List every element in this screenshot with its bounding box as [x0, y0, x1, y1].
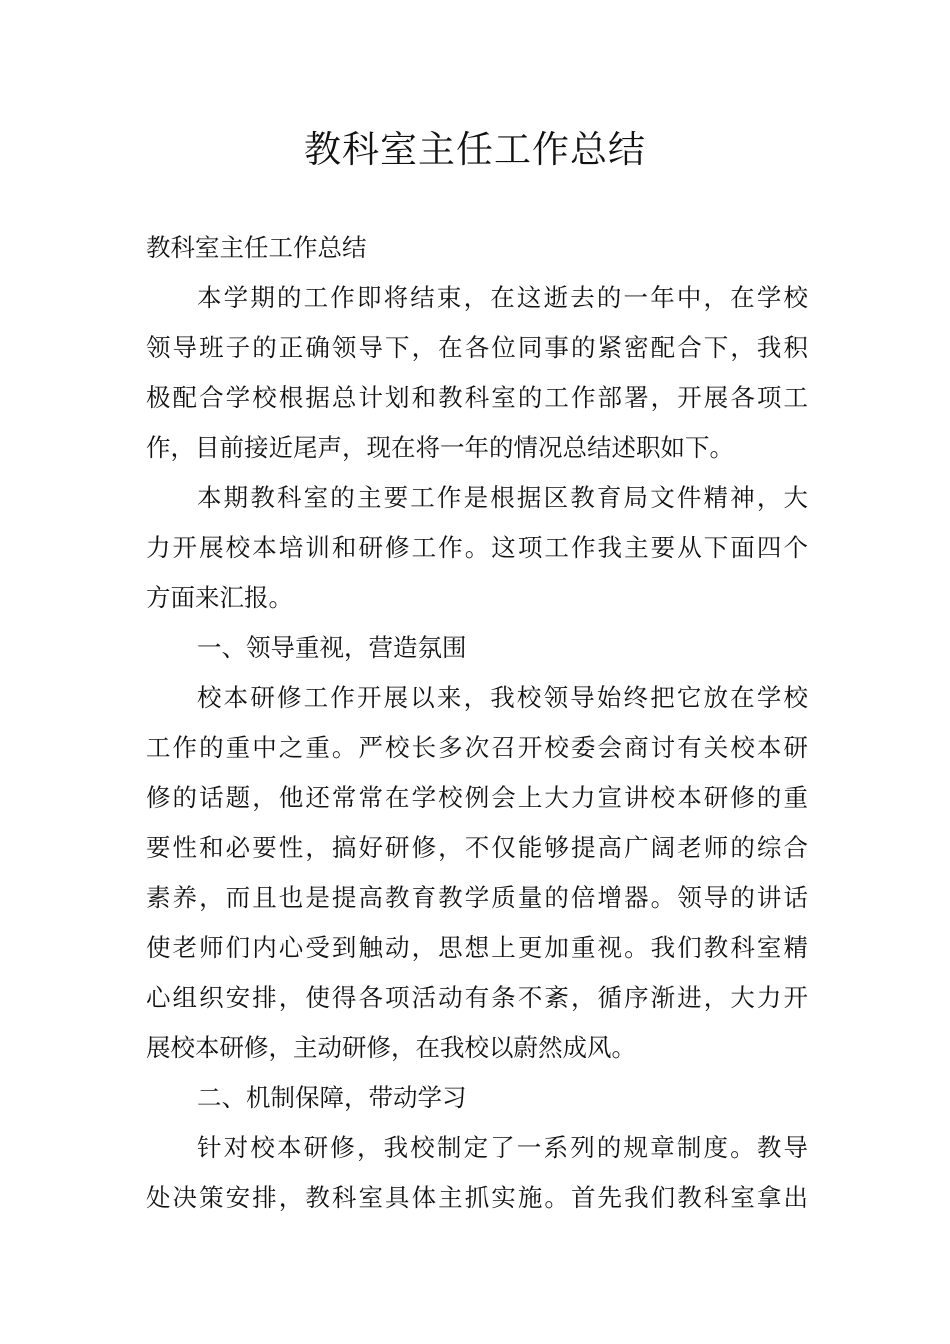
document-body [146, 223, 808, 1223]
document-title: 教科室主任工作总结 [304, 128, 646, 171]
paragraph-line: 针对校本研修，我校制定了一系列的规章制度。教导 [197, 1133, 808, 1162]
paragraph-line: 校本研修工作开展以来，我校领导始终把它放在学校 [197, 683, 808, 712]
paragraph-line: 要性和必要性，搞好研修，不仅能够提高广阔老师的综合 [146, 833, 808, 862]
paragraph-line: 工作的重中之重。严校长多次召开校委会商讨有关校本研 [146, 733, 808, 762]
paragraph-line: 修的话题，他还常常在学校例会上大力宣讲校本研修的重 [146, 783, 808, 812]
paragraph-line: 素养，而且也是提高教育教学质量的倍增器。领导的讲话 [146, 883, 808, 912]
paragraph-line: 方面来汇报。 [146, 583, 293, 612]
paragraph-line: 极配合学校根据总计划和教科室的工作部署，开展各项工 [146, 383, 808, 412]
paragraph-line: 本学期的工作即将结束，在这逝去的一年中，在学校 [197, 283, 808, 312]
paragraph-line: 展校本研修，主动研修，在我校以蔚然成风。 [146, 1033, 636, 1062]
document-subtitle: 教科室主任工作总结 [146, 233, 367, 262]
paragraph-line: 心组织安排，使得各项活动有条不紊，循序渐进，大力开 [146, 983, 808, 1012]
paragraph-line: 领导班子的正确领导下，在各位同事的紧密配合下，我积 [146, 333, 808, 362]
paragraph-line: 本期教科室的主要工作是根据区教育局文件精神，大 [197, 483, 808, 512]
section-heading: 二、机制保障，带动学习 [197, 1083, 467, 1112]
section-heading: 一、领导重视，营造氛围 [197, 633, 467, 662]
paragraph-line: 力开展校本培训和研修工作。这项工作我主要从下面四个 [146, 533, 808, 562]
paragraph-line: 处决策安排，教科室具体主抓实施。首先我们教科室拿出 [146, 1183, 808, 1212]
paragraph-line: 作，目前接近尾声，现在将一年的情况总结述职如下。 [146, 433, 734, 462]
paragraph-line: 使老师们内心受到触动，思想上更加重视。我们教科室精 [146, 933, 808, 962]
